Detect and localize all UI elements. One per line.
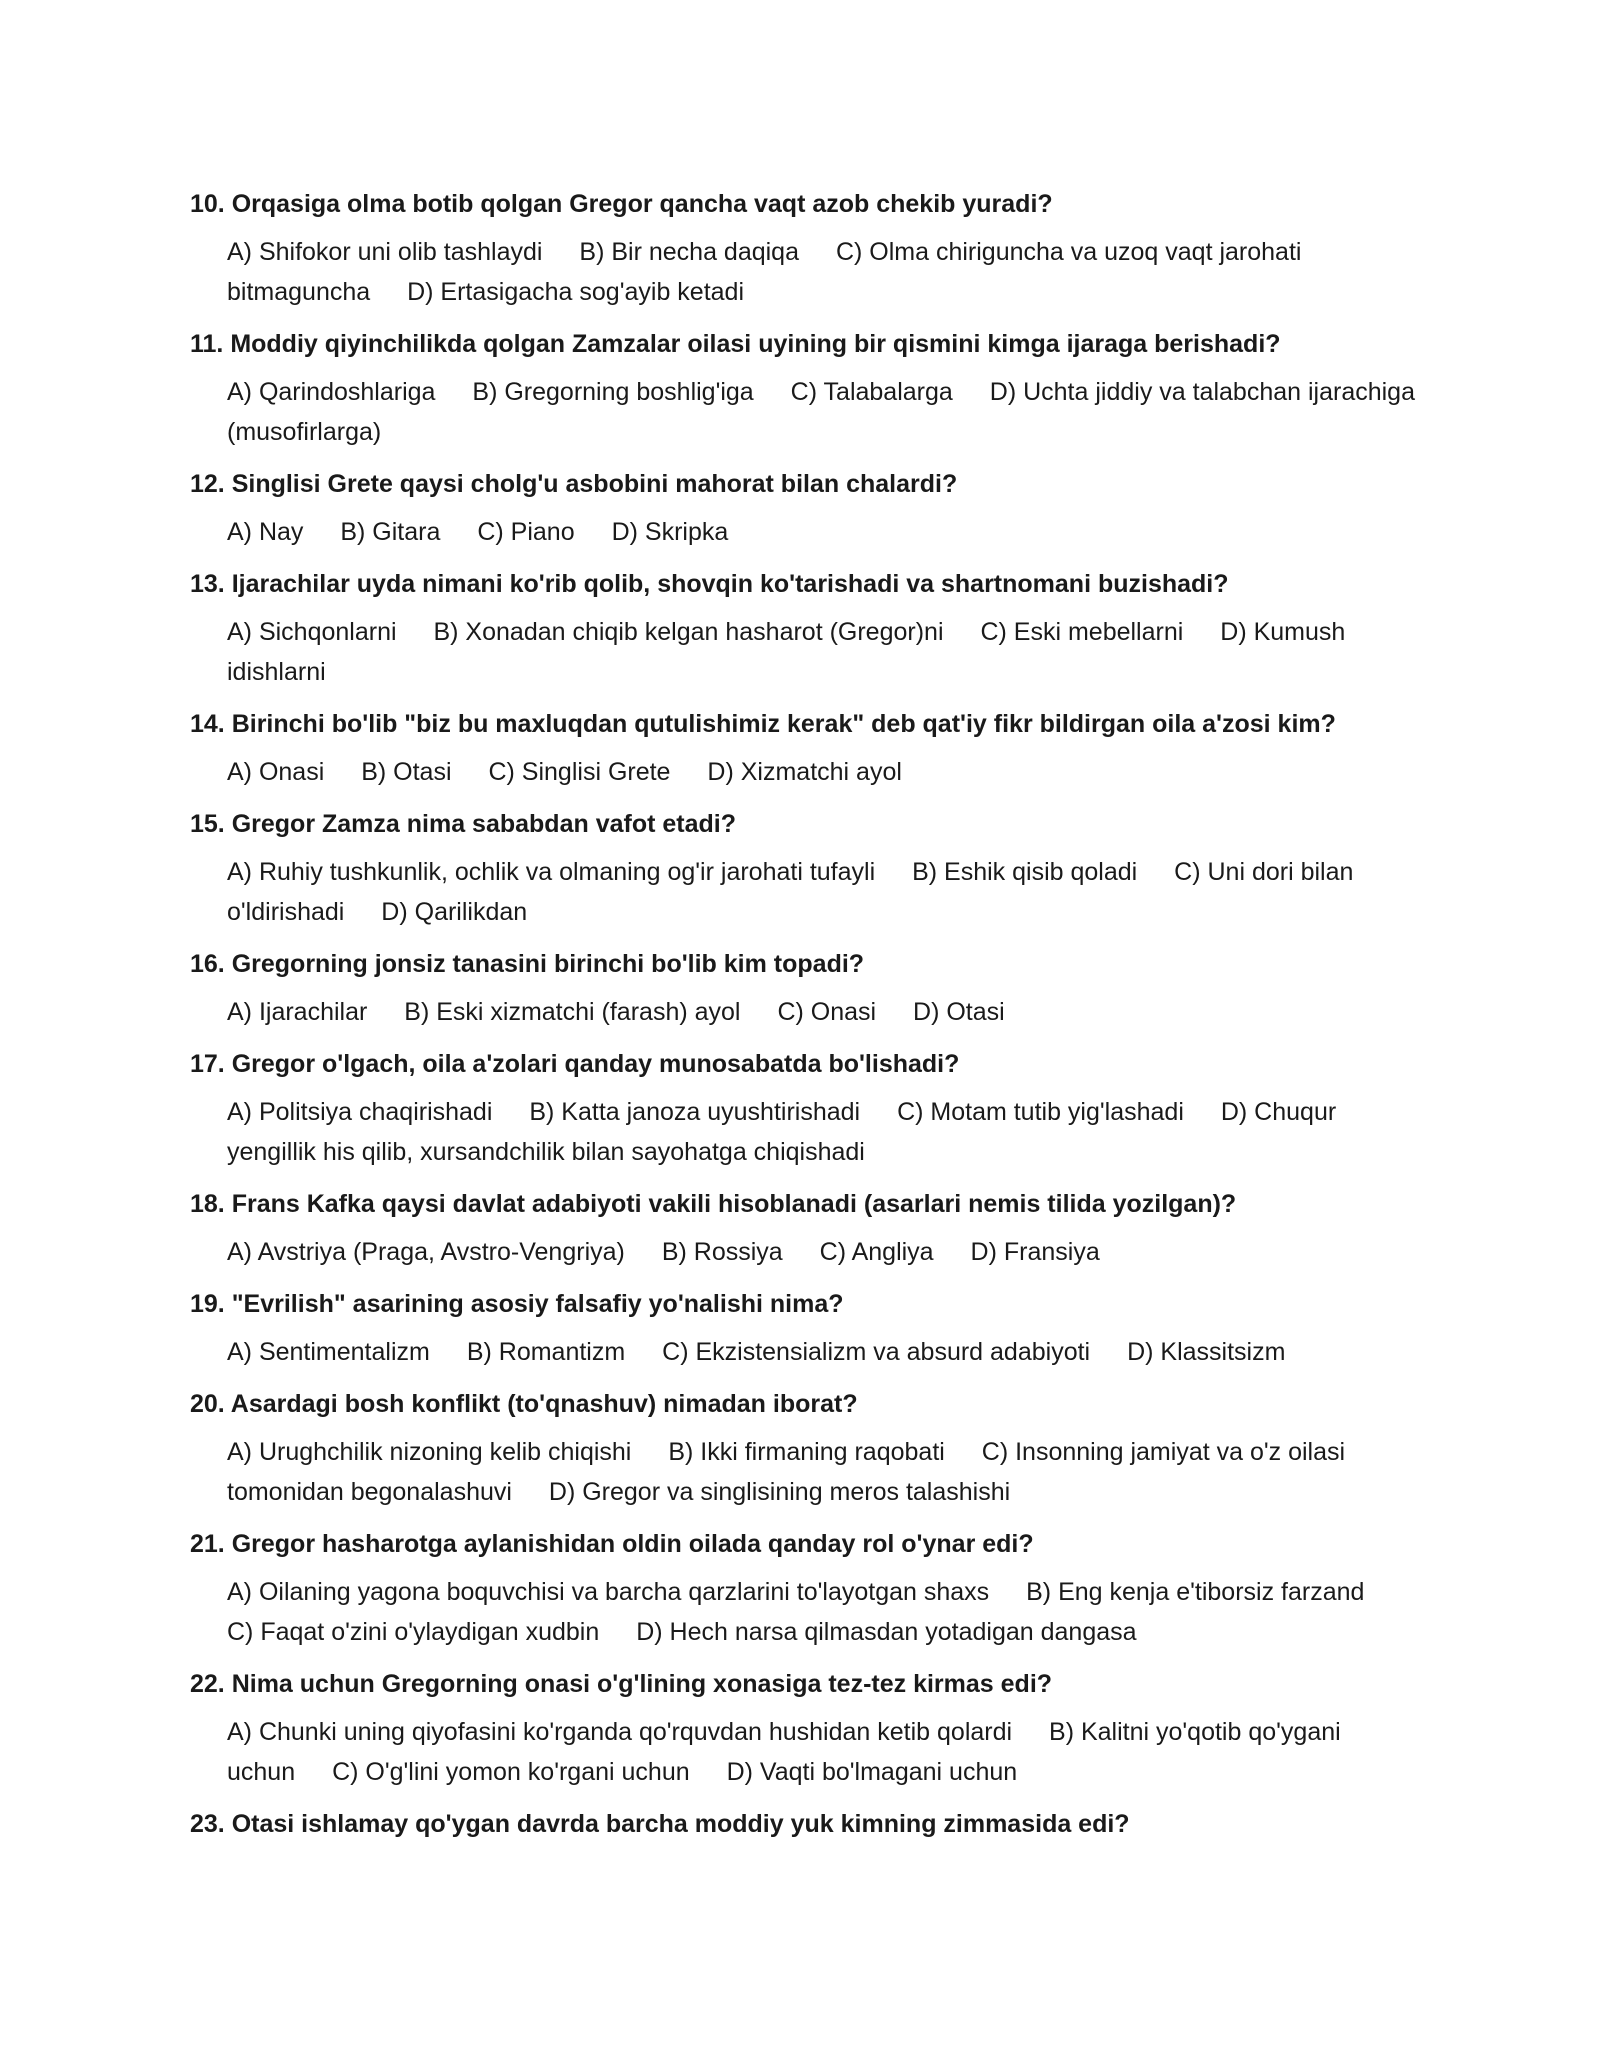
question-title: 19. "Evrilish" asarining asosiy falsafiy yo'nalishi nima? — [190, 1290, 844, 1318]
answer-option-a: A) Chunki uning qiyofasini ko'rganda qo'rquvdan hushidan ketib qolardi — [227, 1718, 1013, 1746]
answer-option-d: D) Chuqur yengillik his qilib, xursandchilik bilan sayohatga chiqishadi — [227, 1098, 1337, 1166]
answer-option-a: A) Sichqonlarni — [227, 618, 397, 646]
question-item — [190, 946, 1420, 1032]
question-item — [190, 466, 1420, 552]
answer-option-b: B) Kalitni yo'qotib qo'ygani uchun — [227, 1718, 1341, 1786]
answer-option-d: D) Vaqti bo'lmagani uchun — [726, 1758, 1018, 1786]
question-item — [190, 186, 1420, 312]
answer-option-b: B) Bir necha daqiqa — [579, 238, 799, 266]
answer-option-b: B) Eng kenja e'tiborsiz farzand — [1026, 1578, 1365, 1606]
answer-option-a: A) Avstriya (Praga, Avstro-Vengriya) — [227, 1238, 625, 1266]
answer-option-c: C) Angliya — [819, 1238, 934, 1266]
answer-options — [190, 1232, 1420, 1272]
answer-option-d: D) Hech narsa qilmasdan yotadigan dangasa — [636, 1618, 1137, 1646]
answer-options — [190, 1092, 1420, 1172]
answer-option-d: D) Fransiya — [970, 1238, 1100, 1266]
answer-option-b: B) Eski xizmatchi (farash) ayol — [404, 998, 741, 1026]
question-title: 10. Orqasiga olma botib qolgan Gregor qancha vaqt azob chekib yuradi? — [190, 190, 1053, 218]
answer-option-d: D) Uchta jiddiy va talabchan ijarachiga (musofirlarga) — [227, 378, 1415, 446]
answer-option-d: D) Kumush idishlarni — [227, 618, 1346, 686]
question-item — [190, 706, 1420, 792]
question-title: 11. Moddiy qiyinchilikda qolgan Zamzalar oilasi uyining bir qismini kimga ijaraga berishadi? — [190, 330, 1281, 358]
question-title: 22. Nima uchun Gregorning onasi o'g'lining xonasiga tez-tez kirmas edi? — [190, 1670, 1053, 1698]
question-item — [190, 1666, 1420, 1792]
question-item — [190, 566, 1420, 692]
answer-option-c: C) O'g'lini yomon ko'rgani uchun — [332, 1758, 690, 1786]
answer-option-d: D) Gregor va singlisining meros talashishi — [548, 1478, 1011, 1506]
answer-options — [190, 992, 1420, 1032]
answer-option-c: C) Motam tutib yig'lashadi — [897, 1098, 1184, 1126]
answer-options — [190, 752, 1420, 792]
question-title: 13. Ijarachilar uyda nimani ko'rib qolib, shovqin ko'tarishadi va shartnomani buzishadi? — [190, 570, 1229, 598]
answer-option-a: A) Qarindoshlariga — [227, 378, 436, 406]
answer-options — [190, 1332, 1420, 1372]
answer-option-b: B) Romantizm — [466, 1338, 626, 1366]
question-title: 17. Gregor o'lgach, oila a'zolari qanday munosabatda bo'lishadi? — [190, 1050, 960, 1078]
answer-option-a: A) Ruhiy tushkunlik, ochlik va olmaning og'ir jarohati tufayli — [227, 858, 876, 886]
answer-option-a: A) Oilaning yagona boquvchisi va barcha qarzlarini to'layotgan shaxs — [227, 1578, 990, 1606]
answer-option-b: B) Gitara — [340, 518, 441, 546]
answer-option-c: C) Faqat o'zini o'ylaydigan xudbin — [227, 1618, 600, 1646]
question-title: 21. Gregor hasharotga aylanishidan oldin oilada qanday rol o'ynar edi? — [190, 1530, 1034, 1558]
answer-option-a: A) Nay — [227, 518, 304, 546]
question-title: 14. Birinchi bo'lib "biz bu maxluqdan qutulishimiz kerak" deb qat'iy fikr bildirgan oila a'zosi kim? — [190, 710, 1336, 738]
answer-option-b: B) Ikki firmaning raqobati — [668, 1438, 945, 1466]
question-item — [190, 1046, 1420, 1172]
answer-option-a: A) Politsiya chaqirishadi — [227, 1098, 493, 1126]
answer-options — [190, 1572, 1420, 1652]
answer-options — [190, 1432, 1420, 1512]
question-title: 18. Frans Kafka qaysi davlat adabiyoti vakili hisoblanadi (asarlari nemis tilida yozilgan)? — [190, 1190, 1237, 1218]
answer-option-c: C) Olma chiriguncha va uzoq vaqt jarohati bitmaguncha — [227, 238, 1302, 306]
question-item — [190, 1526, 1420, 1652]
answer-option-d: D) Otasi — [913, 998, 1005, 1026]
question-item — [190, 1186, 1420, 1272]
answer-option-d: D) Ertasigacha sog'ayib ketadi — [407, 278, 744, 306]
answer-option-c: C) Insonning jamiyat va o'z oilasi tomonidan begonalashuvi — [227, 1438, 1346, 1506]
question-title: 16. Gregorning jonsiz tanasini birinchi bo'lib kim topadi? — [190, 950, 865, 978]
answer-options — [190, 1712, 1420, 1792]
question-title: 15. Gregor Zamza nima sababdan vafot etadi? — [190, 810, 736, 838]
answer-option-a: A) Urughchilik nizoning kelib chiqishi — [227, 1438, 632, 1466]
question-item — [190, 1806, 1420, 1842]
answer-option-c: C) Onasi — [777, 998, 877, 1026]
answer-option-d: D) Qarilikdan — [381, 898, 528, 926]
answer-option-c: C) Ekzistensializm va absurd adabiyoti — [662, 1338, 1091, 1366]
answer-options — [190, 612, 1420, 692]
answer-option-b: B) Katta janoza uyushtirishadi — [529, 1098, 861, 1126]
question-item — [190, 1386, 1420, 1512]
quiz-question-list — [190, 186, 1420, 1856]
question-title: 20. Asardagi bosh konflikt (to'qnashuv) nimadan iborat? — [190, 1390, 858, 1418]
answer-option-a: A) Shifokor uni olib tashlaydi — [227, 238, 543, 266]
answer-option-d: D) Xizmatchi ayol — [707, 758, 902, 786]
answer-option-a: A) Sentimentalizm — [227, 1338, 430, 1366]
question-item — [190, 806, 1420, 932]
answer-option-d: D) Klassitsizm — [1127, 1338, 1286, 1366]
answer-options — [190, 232, 1420, 312]
answer-options — [190, 852, 1420, 932]
answer-option-b: B) Gregorning boshlig'iga — [472, 378, 754, 406]
answer-options — [190, 512, 1420, 552]
answer-option-c: C) Talabalarga — [790, 378, 953, 406]
answer-option-b: B) Otasi — [361, 758, 452, 786]
answer-option-b: B) Eshik qisib qoladi — [912, 858, 1138, 886]
answer-option-a: A) Onasi — [227, 758, 325, 786]
answer-option-b: B) Xonadan chiqib kelgan hasharot (Gregor)ni — [433, 618, 944, 646]
question-title: 12. Singlisi Grete qaysi cholg'u asbobini mahorat bilan chalardi? — [190, 470, 958, 498]
question-title: 23. Otasi ishlamay qo'ygan davrda barcha moddiy yuk kimning zimmasida edi? — [190, 1810, 1130, 1838]
answer-option-d: D) Skripka — [611, 518, 729, 546]
answer-option-c: C) Uni dori bilan o'ldirishadi — [227, 858, 1354, 926]
question-item — [190, 326, 1420, 452]
answer-option-a: A) Ijarachilar — [227, 998, 368, 1026]
answer-option-c: C) Singlisi Grete — [488, 758, 671, 786]
question-item — [190, 1286, 1420, 1372]
answer-option-b: B) Rossiya — [661, 1238, 783, 1266]
answer-options — [190, 372, 1420, 452]
answer-option-c: C) Eski mebellarni — [980, 618, 1184, 646]
answer-option-c: C) Piano — [477, 518, 575, 546]
